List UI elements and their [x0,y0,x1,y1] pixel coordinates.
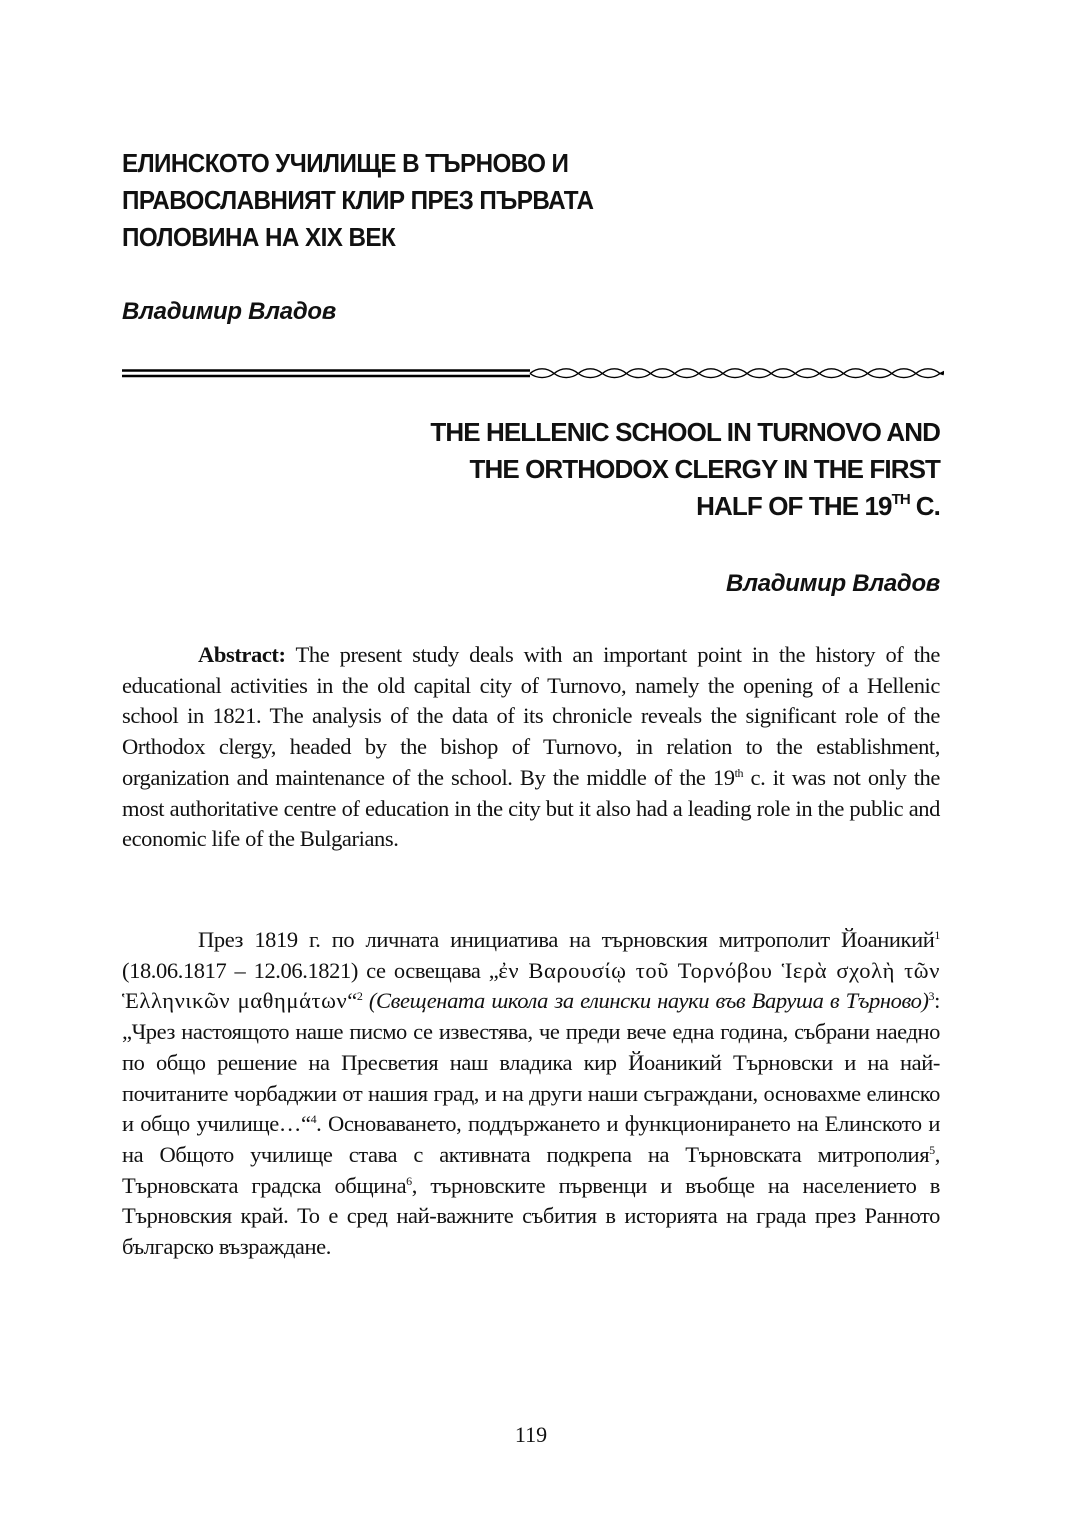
rope-twist-lower [747,374,771,378]
rope-twist-upper [699,369,723,374]
footnote-ref-2[interactable]: 2 [356,989,363,1004]
rope-twist-upper [771,369,795,374]
rope-twist-upper [602,369,626,374]
rope-twist-lower [699,374,723,378]
rope-twist-lower [844,374,868,378]
paragraph-text: През 1819 г. по личната инициатива на търновския митрополит Йоаникий [198,927,935,952]
ornament-divider-icon [122,366,944,382]
paragraph-text: (18.06.1817 – 12.06.1821) се освещава „ [122,957,499,983]
rope-twist-lower [868,374,892,378]
rope-twist-lower [892,374,916,378]
footnote-ref-3[interactable]: 3 [928,989,935,1004]
abstract-text: c. it was not only the most authoritative centre of education in the city but it also had a leading role in the public and economic life of the Bulgarians. [122,764,940,852]
rope-twist-upper [747,369,771,374]
bulgarian-title-line: ЕЛИНСКОТО УЧИЛИЩЕ В ТЪРНОВО И [122,150,569,178]
ordinal-superscript: th [734,765,744,780]
rope-twist-upper [892,369,916,374]
footnote-ref-1[interactable]: 1 [934,928,940,942]
twisted-rope [530,369,944,378]
paragraph-text: , търновските първенци и въобще на населението в Търновския край. То е сред най-важните събития в историята на града през Ранното българско възраждане. [122,1172,940,1260]
rope-twist-lower [554,374,578,378]
italic-translation: (Свещената школа за елински науки във Варуша в Търново) [362,988,929,1014]
english-author: Владимир Владов [726,570,940,597]
english-title-line: THE ORTHODOX CLERGY IN THE FIRST [469,454,940,484]
rope-twist-upper [844,369,868,374]
rope-twist-lower [795,374,819,378]
rope-twist-upper [795,369,819,374]
rope-twist-lower [771,374,795,378]
page-number: 119 [514,1422,548,1447]
abstract-label: Abstract: [198,642,286,667]
document-page [122,0,940,1530]
paragraph-text: “ [347,988,357,1014]
paragraph-text: . Основаването, поддържането и функционирането на Елинското и на Общото училище става с активната подкрепа на Търновската митрополия [122,1111,940,1167]
bulgarian-title-line: ПОЛОВИНА НА XIX ВЕК [122,224,396,252]
rope-twist-upper [819,369,843,374]
abstract-text: The present study deals with an important point in the history of the educational activities in the old capital city of Turnovo, namely the opening of a Hellenic school in 1821. The analysis of the data of its chronicle reveals the significant role of the Orthodox clergy, headed by the bishop of Turnovo, in relation to the establishment, organization and maintenance of the school. By the middle of the 19 [122,642,940,790]
rope-twist-upper [554,369,578,374]
rope-twist-upper [675,369,699,374]
rope-twist-lower [602,374,626,378]
footnote-ref-5[interactable]: 5 [929,1142,935,1157]
rope-twist-upper [868,369,892,374]
greek-quote: ἐν Βαρουσίῳ τοῦ Τορνόβου Ἱερὰ σχολὴ τῶν Ἑλληνικῶν μαθημάτων [122,957,940,1014]
rope-twist-upper [651,369,675,374]
bulgarian-author: Владимир Владов [122,298,336,325]
rope-twist-lower [530,374,554,378]
bulgarian-title [122,146,730,257]
rope-twist-lower [723,374,747,378]
footnote-ref-4[interactable]: 4 [310,1112,317,1127]
rope-twist-lower [675,374,699,378]
rope-twist-upper [626,369,650,374]
rope-end [940,372,944,375]
footnote-ref-6[interactable]: 6 [406,1173,412,1188]
rope-twist-upper [578,369,602,374]
ordinal-superscript: TH [891,491,910,508]
rope-twist-lower [819,374,843,378]
body-paragraph [122,925,940,1263]
abstract [122,640,940,855]
rope-twist-lower [916,374,940,378]
english-title-line [220,488,940,529]
english-title-text: HALF OF THE 19 [696,491,892,521]
rope-twist-upper [530,369,554,374]
rope-twist-lower [626,374,650,378]
rope-twist-upper [916,369,940,374]
paragraph-text: , Търновската градска община [122,1141,940,1198]
rope-twist-lower [651,374,675,378]
rope-twist-lower [578,374,602,378]
paragraph-text: : „Чрез настоящото наше писмо се известява, че преди вече една година, събрани наедно по общо решение на Пресветия наш владика кир Йоаникий Търновски и на най-почитаните чорбаджии от нашия град, и на други наши съграждани, основахме елинско и общо училище…“ [122,988,941,1137]
english-title-text: C. [915,491,940,521]
english-title [220,414,940,529]
rope-twist-upper [723,369,747,374]
bulgarian-title-line: ПРАВОСЛАВНИЯТ КЛИР ПРЕЗ ПЪРВАТА [122,187,594,215]
english-title-line: THE HELLENIC SCHOOL IN TURNOVO AND [430,417,940,447]
